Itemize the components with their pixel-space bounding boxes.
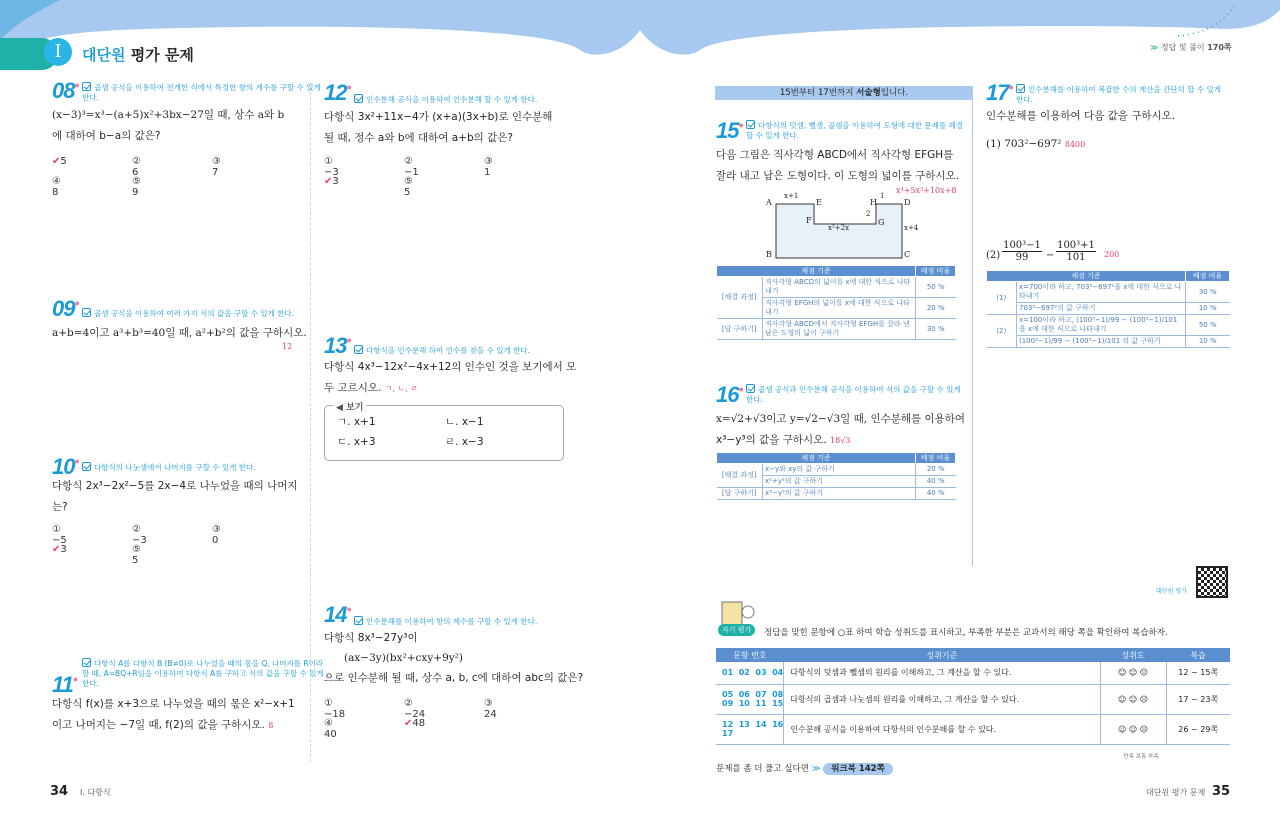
item-numbers: 01 02 03 04 bbox=[722, 668, 784, 678]
double-chevron-icon: ≫ bbox=[811, 764, 821, 774]
question-text: 인수분해를 이용하여 다음 값을 구하시오. bbox=[986, 110, 1176, 122]
choice-4: ④ 8 bbox=[52, 176, 61, 198]
item-numbers: 05 06 07 08 09 10 11 15 bbox=[722, 690, 784, 708]
example-item: ㄱ. x+1 bbox=[337, 416, 376, 428]
page-number: 35 bbox=[1212, 784, 1231, 799]
choice-4: ④ 40 bbox=[324, 718, 337, 740]
check-icon bbox=[82, 308, 91, 317]
qr-label: 대단원 평가 bbox=[1156, 588, 1187, 595]
question-text: 다음 그림은 직사각형 ABCD에서 직사각형 EFGH를 bbox=[716, 149, 954, 161]
smile-face-icon: ☺ bbox=[1117, 724, 1127, 734]
sad-face-icon: ☹ bbox=[1139, 724, 1149, 734]
scoring-table-16: 채점 기준 배점 비율 [해결 과정] x−y와 xy의 값 구하기 20 % x²+y²의 값 구하기 40 % [답 구하기] x³−y³의 값 구하기 40 % bbox=[716, 452, 956, 500]
question-text: 는? bbox=[52, 501, 68, 513]
choice-1: ① −5 bbox=[52, 524, 67, 546]
answer: 12 bbox=[282, 342, 293, 351]
achievement-legend: 만족 보통 부족 bbox=[1123, 754, 1159, 760]
correct-check-icon: ✔ bbox=[52, 156, 61, 167]
check-icon bbox=[746, 384, 755, 393]
answer: 8 bbox=[268, 721, 274, 730]
choice-2: ② −3 bbox=[132, 524, 147, 546]
question-text: (x−3)³=x³−(a+5)x²+3bx−27일 때, 상수 a와 b bbox=[52, 109, 285, 121]
correct-check-icon: ✔ bbox=[52, 544, 61, 555]
answer: 200 bbox=[1104, 250, 1120, 259]
answer: 8400 bbox=[1064, 140, 1086, 149]
objective: 곱셈 공식을 이용하여 전개한 식에서 특정한 항의 계수를 구할 수 있게 한다. bbox=[82, 83, 321, 102]
part-1: (1) 703²−697² 8400 bbox=[986, 138, 1086, 150]
neutral-face-icon: ☺ bbox=[1128, 724, 1138, 734]
item-numbers: 12 13 14 16 17 bbox=[722, 720, 784, 738]
choice-2: ② −1 bbox=[404, 156, 419, 178]
choice-4: ✔3 bbox=[52, 544, 67, 555]
choice-1: ✔5 bbox=[52, 156, 67, 167]
more-practice: 문제를 좀 더 풀고 싶다면 ≫ 워크북 142쪽 bbox=[716, 762, 893, 774]
figure-rectangle-diagram: A E H D F G B C x+1 1 2 x²+2x x+4 bbox=[766, 192, 919, 259]
choice-2: ② −24 bbox=[404, 698, 426, 720]
objective: 인수분해를 이용하여 항의 계수를 구할 수 있게 한다. bbox=[354, 616, 594, 627]
page-title: 대단원 평가 문제 bbox=[82, 46, 194, 64]
choice-1: ① −3 bbox=[324, 156, 339, 178]
answer: x⁴+5x³+10x+8 bbox=[896, 186, 957, 195]
self-eval-instruction: 정답을 맞힌 문항에 ○표 하여 학습 성취도를 표시하고, 부족한 부분은 교과서의 해당 쪽을 확인하여 복습하자. bbox=[764, 628, 1168, 638]
answer-reference: ≫ 정답 및 풀이 170쪽 bbox=[1150, 43, 1232, 52]
neutral-face-icon: ☺ bbox=[1128, 694, 1138, 704]
left-page: I 대단원 평가 문제 08● 곱셈 공식을 이용하여 전개한 식에서 특정한 항의 계수를 구할 수 있게 한다. (x−3)³=x³−(a+5)x²+3bx−27일 때, 상수 a와 b 에 대하여 b−a의 값은? ✔5 ② 6 ③ 7 ④ 8 ⑤ 9 09● 곱셈 공식을 이용하여 여러 가지 식의 값을 구할 수 있게 한다. a+b=4이고 a³+b³=40일 때, a²+b²의 값을 구하시오. 12 10● 다항식의 나눗셈에서 나머지를 구할 수 있게 한다. 다항식 2x³−2x²−5를 2x−4로 나누었을 때의 나머지 는? ① −5 ② −3 ③ 0 ✔3 ⑤ 5 11● 다항식 A를 다항식 B (B≠0)로 나누었을 때의 몫을 Q, 나머지를 R이라 할 때, A=BQ+R임을 이용하여 다항식 A를 구하고 식의 값을 구할 수 있게 한다. 다항식 f(x)를 x+3으로 나누었을 때의 몫은 x²−x+1 이고 나머지는 −7일 때, f(2)의 값을 구하시오. 8 12● 인수분해 공식을 이용하여 인수분해 할 수 있게 한다. 다항식 3x²+11x−4가 (x+a)(3x+b)로 인수분해 될 때, 정수 a와 b에 대하여 a+b의 값은? ① −3 ② −1 ③ 1 ✔3 ⑤ 5 13● 다항식을 인수분해 하여 인수를 찾을 수 있게 한다. 다항식 4x³−12x²−4x+12의 인수인 것을 보기에서 모 두 고르시오. ㄱ, ㄴ, ㄹ ◀ 보기 ㄱ. x+1 ㄴ. x−1 ㄷ. x+3 ㄹ. x−3 14● 인수분해를 이용하여 항의 계수를 구할 수 있게 한다. 다항식 8x³−27y³이 (ax−3y)(bx²+cxy+9y²) 으로 인수분해 될 때, 상수 a, b, c에 대하여 abc의 값은? ① −18 ② −24 ③ 24 ④ 40 ✔48 34 I. 다항식 bbox=[0, 0, 640, 838]
question-text: 다항식 f(x)를 x+3으로 나누었을 때의 몫은 x²−x+1 bbox=[52, 698, 295, 710]
question-text: 두 고르시오. ㄱ, ㄴ, ㄹ bbox=[324, 382, 419, 394]
objective: 다항식의 덧셈, 뺄셈, 곱셈을 이용하여 도형에 대한 문제를 해결할 수 있게 한다. bbox=[746, 121, 963, 140]
question-text: 다항식 4x³−12x²−4x+12의 인수인 것을 보기에서 모 bbox=[324, 361, 577, 373]
check-icon bbox=[82, 462, 91, 471]
choice-2: ② 6 bbox=[132, 156, 141, 178]
check-icon bbox=[82, 658, 91, 667]
workbook-link[interactable]: 워크북 142쪽 bbox=[823, 763, 893, 775]
objective: 다항식을 인수분해 하여 인수를 찾을 수 있게 한다. bbox=[354, 345, 594, 356]
scoring-table-15: 채점 기준 배점 비율 [해결 과정] 직사각형 ABCD의 넓이를 x에 대한 식으로 나타내기 50 % 직사각형 EFGH의 넓이를 x에 대한 식으로 나타내기 20 % [답 구하기] 직사각형 ABCD에서 직사각형 EFGH를 잘라 낸 남은 도형의 넓이 구하기 30 % bbox=[716, 265, 956, 340]
question-text: 이고 나머지는 −7일 때, f(2)의 값을 구하시오. 8 bbox=[52, 719, 274, 731]
example-item: ㄷ. x+3 bbox=[337, 436, 376, 448]
sad-face-icon: ☹ bbox=[1139, 668, 1149, 678]
self-eval-badge: 자기 평가 bbox=[718, 624, 755, 636]
dotted-arc-decoration bbox=[1178, 2, 1238, 38]
check-icon bbox=[354, 94, 363, 103]
example-item: ㄹ. x−3 bbox=[445, 436, 484, 448]
example-box-label: ◀ 보기 bbox=[333, 400, 366, 413]
smile-face-icon: ☺ bbox=[1117, 694, 1127, 704]
objective: 곱셈 공식을 이용하여 여러 가지 식의 값을 구할 수 있게 한다. bbox=[82, 308, 322, 319]
check-icon bbox=[82, 82, 91, 91]
answer: 18√3 bbox=[830, 436, 851, 445]
qr-code-icon[interactable] bbox=[1196, 566, 1228, 598]
achievement-faces bbox=[1100, 662, 1166, 684]
question-text: 으로 인수분해 될 때, 상수 a, b, c에 대하여 abc의 값은? bbox=[324, 672, 584, 684]
double-chevron-icon: ≫ bbox=[1150, 43, 1159, 52]
check-icon bbox=[354, 345, 363, 354]
chapter-numeral: I bbox=[44, 38, 72, 66]
correct-check-icon: ✔ bbox=[404, 718, 413, 729]
answer: ㄱ, ㄴ, ㄹ bbox=[384, 384, 419, 393]
page-number: 34 bbox=[50, 784, 69, 799]
footer-label: 대단원 평가 문제 bbox=[1146, 788, 1206, 797]
part-2: (2) 100³−1 99 − 100³+1 101 200 bbox=[986, 240, 1120, 263]
choice-5: ⑤ 5 bbox=[404, 176, 413, 198]
choice-5: ⑤ 5 bbox=[132, 544, 141, 566]
choice-4: ✔3 bbox=[324, 176, 339, 187]
example-item: ㄴ. x−1 bbox=[445, 416, 484, 428]
neutral-face-icon: ☺ bbox=[1128, 668, 1138, 678]
choice-1: ① −18 bbox=[324, 698, 346, 720]
question-text: x³−y³의 값을 구하시오. 18√3 bbox=[716, 434, 851, 446]
example-box bbox=[324, 405, 564, 461]
correct-check-icon: ✔ bbox=[324, 176, 333, 187]
question-number: 08● bbox=[52, 78, 79, 103]
question-text: 다항식 8x³−27y³이 bbox=[324, 632, 418, 644]
objective: 다항식의 나눗셈에서 나머지를 구할 수 있게 한다. bbox=[82, 462, 322, 473]
check-icon bbox=[1016, 84, 1025, 93]
check-icon bbox=[746, 120, 755, 129]
objective: 인수분해를 이용하여 복잡한 수의 계산을 간단히 할 수 있게 한다. bbox=[1016, 85, 1221, 104]
question-text: 잘라 내고 남은 도형이다. 이 도형의 넓이를 구하시오. bbox=[716, 170, 960, 182]
question-text: a+b=4이고 a³+b³=40일 때, a²+b²의 값을 구하시오. bbox=[52, 327, 307, 339]
objective: 인수분해 공식을 이용하여 인수분해 할 수 있게 한다. bbox=[354, 94, 594, 105]
scoring-table-17: 채점 기준 배점 비율 (1) x=700이라 하고, 703²−697²을 x에 대한 식으로 나타내기 30 % 703²−697²의 값 구하기 10 % (2) x=100이라 하고, (100³−1)/99 − (100³−1)/101 을 x에 대한 식으로 나타내기 50 % (100³−1)/99 − (100³−1)/101 의 값 구하기 10 % bbox=[986, 270, 1230, 348]
footer-chapter: I. 다항식 bbox=[80, 788, 111, 797]
choice-3: ③ 24 bbox=[484, 698, 497, 720]
objective: 곱셈 공식과 인수분해 공식을 이용하여 식의 값을 구할 수 있게 한다. bbox=[746, 385, 961, 404]
question-text: 에 대하여 b−a의 값은? bbox=[52, 130, 161, 142]
objective: 다항식 A를 다항식 B (B≠0)로 나누었을 때의 몫을 Q, 나머지를 R이라 할 때, A=BQ+R임을 이용하여 다항식 A를 구하고 식의 값을 구할 수 있게 한다. bbox=[82, 659, 324, 688]
question-text: (ax−3y)(bx²+cxy+9y²) bbox=[344, 652, 463, 664]
choice-3: ③ 0 bbox=[212, 524, 221, 546]
choice-5: ⑤ 9 bbox=[132, 176, 141, 198]
choice-3: ③ 1 bbox=[484, 156, 493, 178]
question-text: 다항식 3x²+11x−4가 (x+a)(3x+b)로 인수분해 bbox=[324, 111, 553, 123]
right-page: ≫ 정답 및 풀이 170쪽 15번부터 17번까지 서술형입니다. 15● 다항식의 덧셈, 뺄셈, 곱셈을 이용하여 도형에 대한 문제를 해결할 수 있게 한다. 다음 그림은 직사각형 ABCD에서 직사각형 EFGH를 잘라 내고 남은 도형이다. 이 도형의 넓이를 구하시오. x⁴+5x³+10x+8 A E H D F G B C x+1 1 2 x²+2x x+4 채점 기준 배점 비율 [해결 과정] 직사각형 ABCD의 넓이를 x에 대한 식으로 나타내기 50 % 직사각형 EFGH의 넓이를 x에 대한 식으로 나타내기 20 % [답 구하기] 직사각형 ABCD에서 직사각형 EFGH를 잘라 낸 남은 도형의 넓이 구하기 30 % 16● 곱셈 공식과 인수분해 공식을 이용하여 식의 값을 구할 수 있게 한다. x=√2+√3이고 y=√2−√3일 때, 인수분해를 이용하여 x³−y³의 값을 구하시오. 18√3 채점 기준 배점 비율 [해결 과정] x−y와 xy의 값 구하기 20 % x²+y²의 값 구하기 40 % [답 구하기] x³−y³의 값 구하기 40 % 17● 인수분해를 이용하여 복잡한 수의 계산을 간단히 할 수 있게 한다. 인수분해를 이용하여 다음 값을 구하시오. (1) 703²−697² 8400 (2) 100³−1 99 − 100³+1 101 200 채점 기준 배점 비율 (1) x=700이라 하고, 703²−697²을 x에 대한 식으로 나타내기 30 % 703²−697²의 값 구하기 10 % (2) x=100이라 하고, (100³−1)/99 − (100³−1)/101 을 x에 대한 식으로 나타내기 50 % (100³−1)/99 − (100³−1)/101 의 값 구하기 10 % 대단원 평가 자기 평가 정답을 맞힌 문항에 ○표 하여 학습 성취도를 표시하고, 부족한 부분은 교과서의 해당 쪽을 확인하여 복습하자. 문항 번호 성취기준 성취도 복습 01 02 03 04 다항식의 덧셈과 뺄셈의 원리를 이해하고, 그 계산을 할 수 있다. ☺ ☺ ☹ 12 ~ 15쪽 05 06 07 08 09 10 11 15 다항식의 곱셈과 나눗셈의 원리를 이해하고, 그 계산을 할 수 있다. ☺ ☺ ☹ 17 ~ 23쪽 12 13 14 16 17 인수분해 공식을 이용하여 다항식의 인수분해를 할 수 있다. ☺ ☺ ☹ 26 ~ 29쪽 만족 보통 부족 문제를 좀 더 풀고 싶다면 ≫ 워크북 142쪽 대단원 평가 문제 35 bbox=[640, 0, 1280, 838]
choice-3: ③ 7 bbox=[212, 156, 221, 178]
question-text: 다항식 2x³−2x²−5를 2x−4로 나누었을 때의 나머지 bbox=[52, 480, 298, 492]
question-text: x=√2+√3이고 y=√2−√3일 때, 인수분해를 이용하여 bbox=[716, 413, 966, 425]
smile-face-icon: ☺ bbox=[1117, 668, 1127, 678]
choice-5: ✔48 bbox=[404, 718, 426, 729]
sad-face-icon: ☹ bbox=[1139, 694, 1149, 704]
essay-banner: 15번부터 17번까지 서술형입니다. bbox=[715, 86, 973, 100]
check-icon bbox=[354, 616, 363, 625]
self-eval-table: 문항 번호 성취기준 성취도 복습 01 02 03 04 다항식의 덧셈과 뺄셈의 원리를 이해하고, 그 계산을 할 수 있다. ☺ ☺ ☹ 12 ~ 15쪽 05 06 07 08 09 10 11 15 다항식의 곱셈과 나눗셈의 원리를 이해하고, 그 계산을 할 수 있다. ☺ ☺ ☹ 17 ~ 23쪽 12 13 14 16 17 인수분해 공식을 이용하여 다항식의 인수분해를 할 수 있다. ☺ ☺ ☹ 26 ~ 29쪽 만족 보통 부족 bbox=[716, 648, 1230, 745]
question-text: 될 때, 정수 a와 b에 대하여 a+b의 값은? bbox=[324, 132, 513, 144]
